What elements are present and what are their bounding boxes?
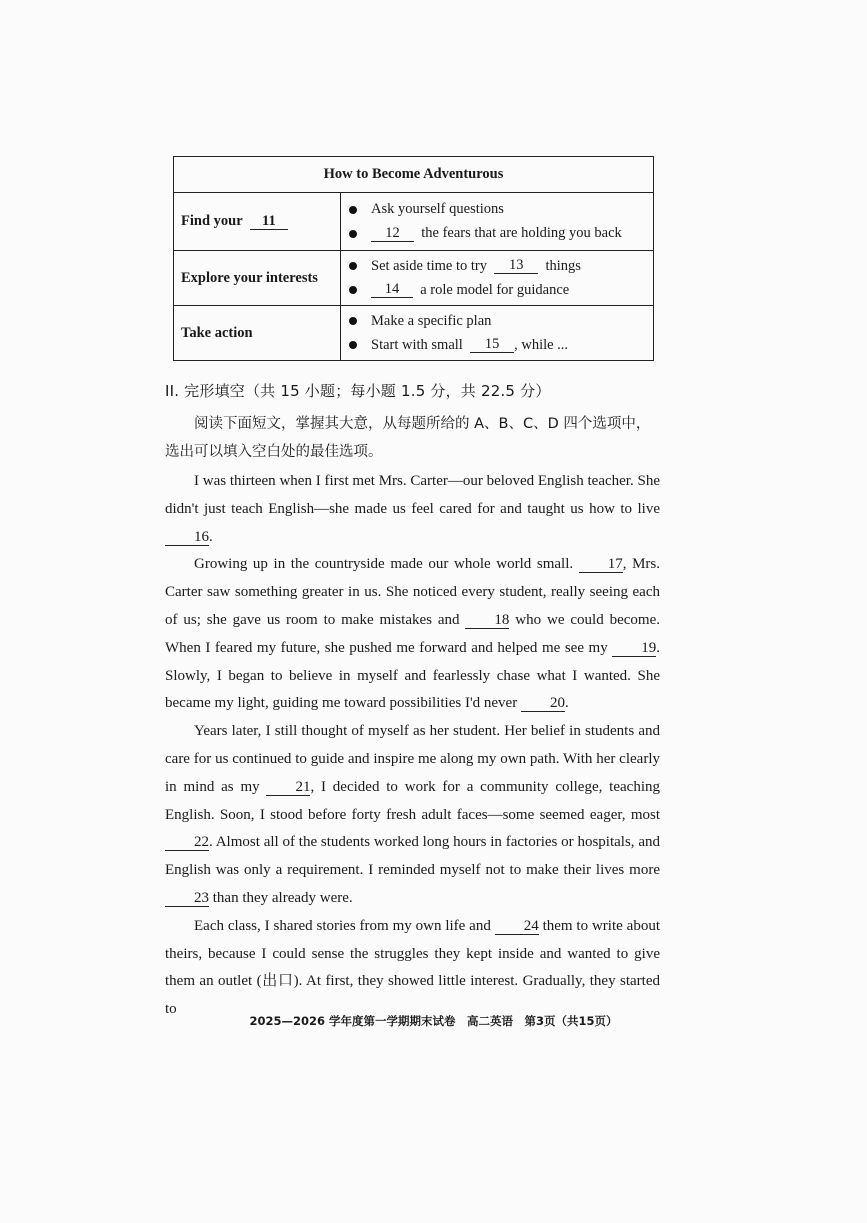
passage-text: Growing up in the countryside made our whole world small. (194, 556, 579, 573)
blank-18: 18 (465, 612, 509, 629)
blank-19: 19 (612, 640, 656, 657)
blank-24: 24 (495, 918, 539, 935)
blank-20: 20 (521, 695, 565, 712)
cloze-passage (165, 468, 660, 1024)
list-item: 12 the fears that are holding you back (349, 222, 653, 246)
passage-paragraph (165, 913, 660, 1024)
passage-text: . Slowly, I began to believe in myself and fearlessly chase what I wanted. She became my light, guiding me toward possibilities I'd never (165, 639, 660, 712)
blank-12: 12 (371, 226, 414, 242)
row-label: Find your 11 (174, 193, 341, 251)
row-items (341, 193, 654, 251)
table-row (174, 306, 654, 361)
row-items (341, 251, 654, 306)
summary-table (173, 156, 654, 361)
bullet-icon (349, 317, 357, 325)
row-label: Take action (174, 306, 341, 361)
list-item: Make a specific plan (349, 309, 653, 333)
passage-text: who we could become. When I feared my future, she pushed me forward and helped me see my (165, 611, 660, 656)
blank-22: 22 (165, 834, 209, 851)
bullet-icon (349, 206, 357, 214)
blank-11: 11 (250, 214, 288, 230)
page-footer: 2025—2026 学年度第一学期期末试卷 高二英语 第3页（共15页） (249, 1014, 618, 1028)
blank-16: 16 (165, 529, 209, 546)
passage-text: Years later, I still thought of myself as her student. Her belief in students and care for us continued to guide and inspire me along my own path. With her clearly in mind as my (165, 723, 660, 795)
section-title: II. 完形填空（共 15 小题；每小题 1.5 分，共 22.5 分） (165, 382, 551, 400)
passage-text: . (564, 695, 569, 712)
blank-23: 23 (165, 890, 209, 907)
row-label: Explore your interests (174, 251, 341, 306)
blank-21: 21 (266, 779, 310, 796)
list-item: Start with small 15 , while ... (349, 333, 653, 357)
bullet-icon (349, 341, 357, 349)
bullet-icon (349, 286, 357, 294)
passage-text: than they already were. (209, 889, 353, 906)
table-row (174, 193, 654, 251)
passage-paragraph (165, 718, 660, 913)
blank-17: 17 (579, 556, 623, 573)
passage-text: them to write about theirs, because I could sense the struggles they kept inside and wanted to give them an outlet (出口). At first, they showed little interest. Gradually, they started to (165, 917, 660, 1018)
list-item: Set aside time to try 13 things (349, 254, 653, 278)
passage-text: Each class, I shared stories from my own life and (194, 917, 495, 934)
table-title: How to Become Adventurous (174, 157, 654, 193)
passage-paragraph (165, 468, 660, 551)
blank-13: 13 (494, 258, 538, 274)
bullet-icon (349, 230, 357, 238)
passage-paragraph (165, 551, 660, 718)
passage-text: . (209, 528, 213, 545)
table-row (174, 251, 654, 306)
passage-text: . Almost all of the students worked long hours in factories or hospitals, and English was only a requirement. I reminded myself not to make their lives more (165, 834, 660, 879)
passage-text: , Mrs. Carter saw something greater in us. She noticed every student, really seeing each of us; she gave us room to make mistakes and (165, 556, 660, 628)
blank-14: 14 (371, 282, 413, 298)
row-items (341, 306, 654, 361)
bullet-icon (349, 262, 357, 270)
blank-15: 15 (470, 337, 514, 353)
passage-text: I was thirteen when I first met Mrs. Carter—our beloved English teacher. She didn't just teach English—she made us feel cared for and taught us how to live (165, 473, 660, 517)
passage-text: , I decided to work for a community college, teaching English. Soon, I stood before forty fresh adult faces—some seemed eager, most (165, 778, 660, 823)
instructions: 阅读下面短文，掌握其大意，从每题所给的 A、B、C、D 四个选项中，选出可以填入空白处的最佳选项。 (165, 416, 651, 460)
list-item: Ask yourself questions (349, 198, 653, 222)
list-item: 14 a role model for guidance (349, 278, 653, 302)
